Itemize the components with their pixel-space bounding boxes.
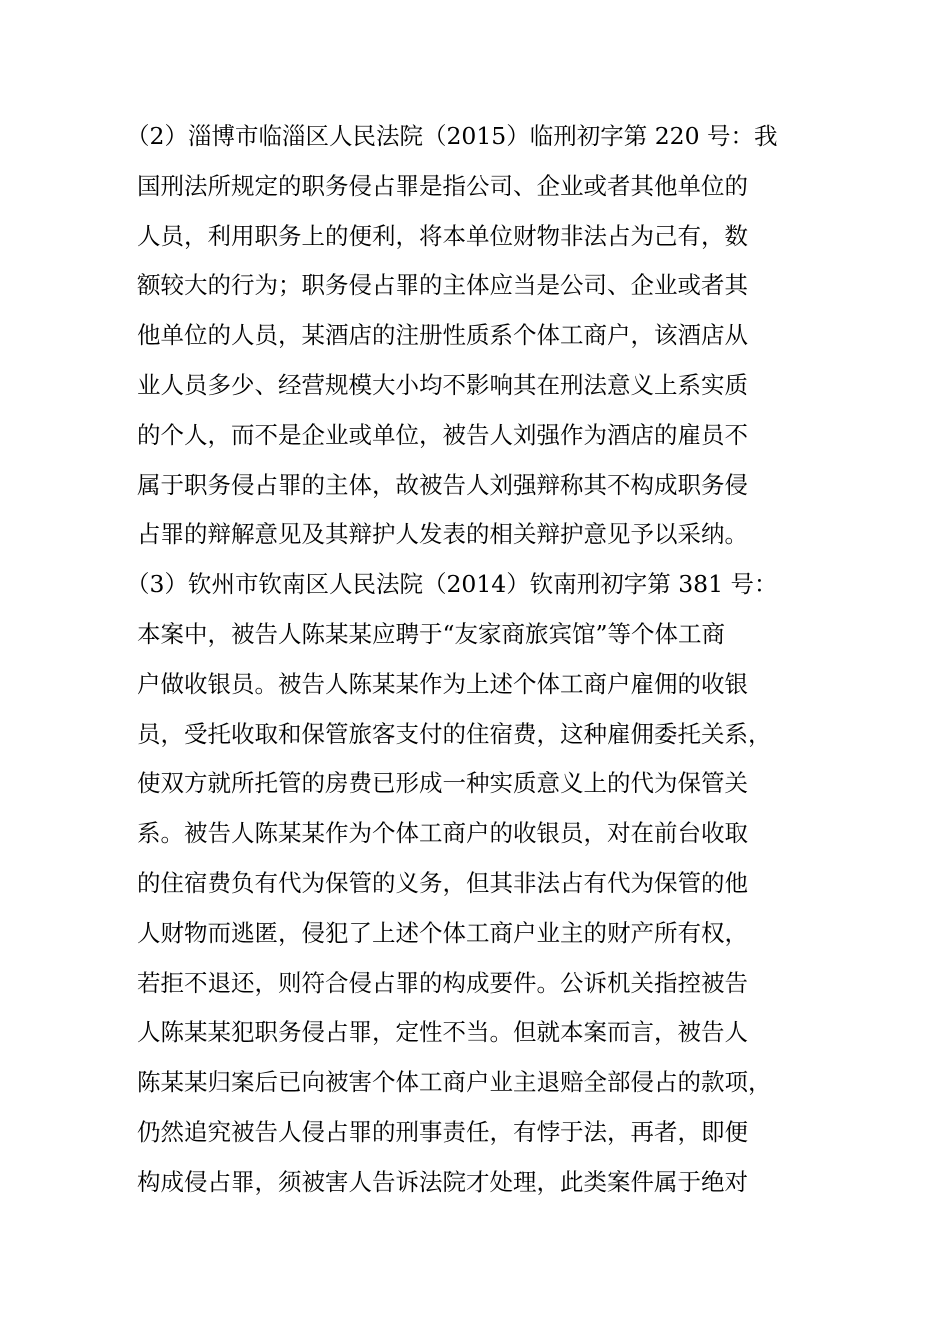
paragraph-case-2 <box>126 112 827 560</box>
text-line: （3）钦州市钦南区人民法院（2014）钦南刑初字第 381 号： <box>126 570 778 599</box>
text-line: 使双方就所托管的房费已形成一种实质意义上的代为保管关 <box>137 769 748 798</box>
text-line: 人员，利用职务上的便利，将本单位财物非法占为己有，数 <box>137 221 748 250</box>
text-line: 业人员多少、经营规模大小均不影响其在刑法意义上系实质 <box>137 370 748 399</box>
text-line: 他单位的人员，某酒店的注册性质系个体工商户，该酒店从 <box>137 321 748 350</box>
text-line: 人陈某某犯职务侵占罪，定性不当。但就本案而言，被告人 <box>137 1018 748 1047</box>
text-line: 仍然追究被告人侵占罪的刑事责任，有悖于法，再者，即便 <box>137 1117 748 1146</box>
paragraph-case-3 <box>126 560 827 1207</box>
text-line: 占罪的辩解意见及其辩护人发表的相关辩护意见予以采纳。 <box>137 520 748 549</box>
document-body <box>126 112 827 1208</box>
text-line: （2）淄博市临淄区人民法院（2015）临刑初字第 220 号：我 <box>126 122 778 150</box>
text-line: 陈某某归案后已向被害个体工商户业主退赔全部侵占的款项， <box>137 1068 772 1097</box>
text-line: 员，受托收取和保管旅客支付的住宿费，这种雇佣委托关系， <box>137 719 772 748</box>
text-line: 人财物而逃匿，侵犯了上述个体工商户业主的财产所有权， <box>137 918 748 947</box>
text-line: 本案中，被告人陈某某应聘于“友家商旅宾馆”等个体工商 <box>137 619 726 648</box>
text-line: 系。被告人陈某某作为个体工商户的收银员，对在前台收取 <box>137 819 748 848</box>
text-line: 户做收银员。被告人陈某某作为上述个体工商户雇佣的收银 <box>137 669 748 698</box>
text-line: 属于职务侵占罪的主体，故被告人刘强辩称其不构成职务侵 <box>137 470 748 499</box>
text-line: 额较大的行为；职务侵占罪的主体应当是公司、企业或者其 <box>137 271 748 300</box>
text-line: 国刑法所规定的职务侵占罪是指公司、企业或者其他单位的 <box>137 171 748 200</box>
text-line: 构成侵占罪，须被害人告诉法院才处理，此类案件属于绝对 <box>137 1167 748 1196</box>
text-line: 的个人，而不是企业或单位，被告人刘强作为酒店的雇员不 <box>137 420 748 449</box>
text-line: 的住宿费负有代为保管的义务，但其非法占有代为保管的他 <box>137 868 748 897</box>
text-line: 若拒不退还，则符合侵占罪的构成要件。公诉机关指控被告 <box>137 968 748 997</box>
